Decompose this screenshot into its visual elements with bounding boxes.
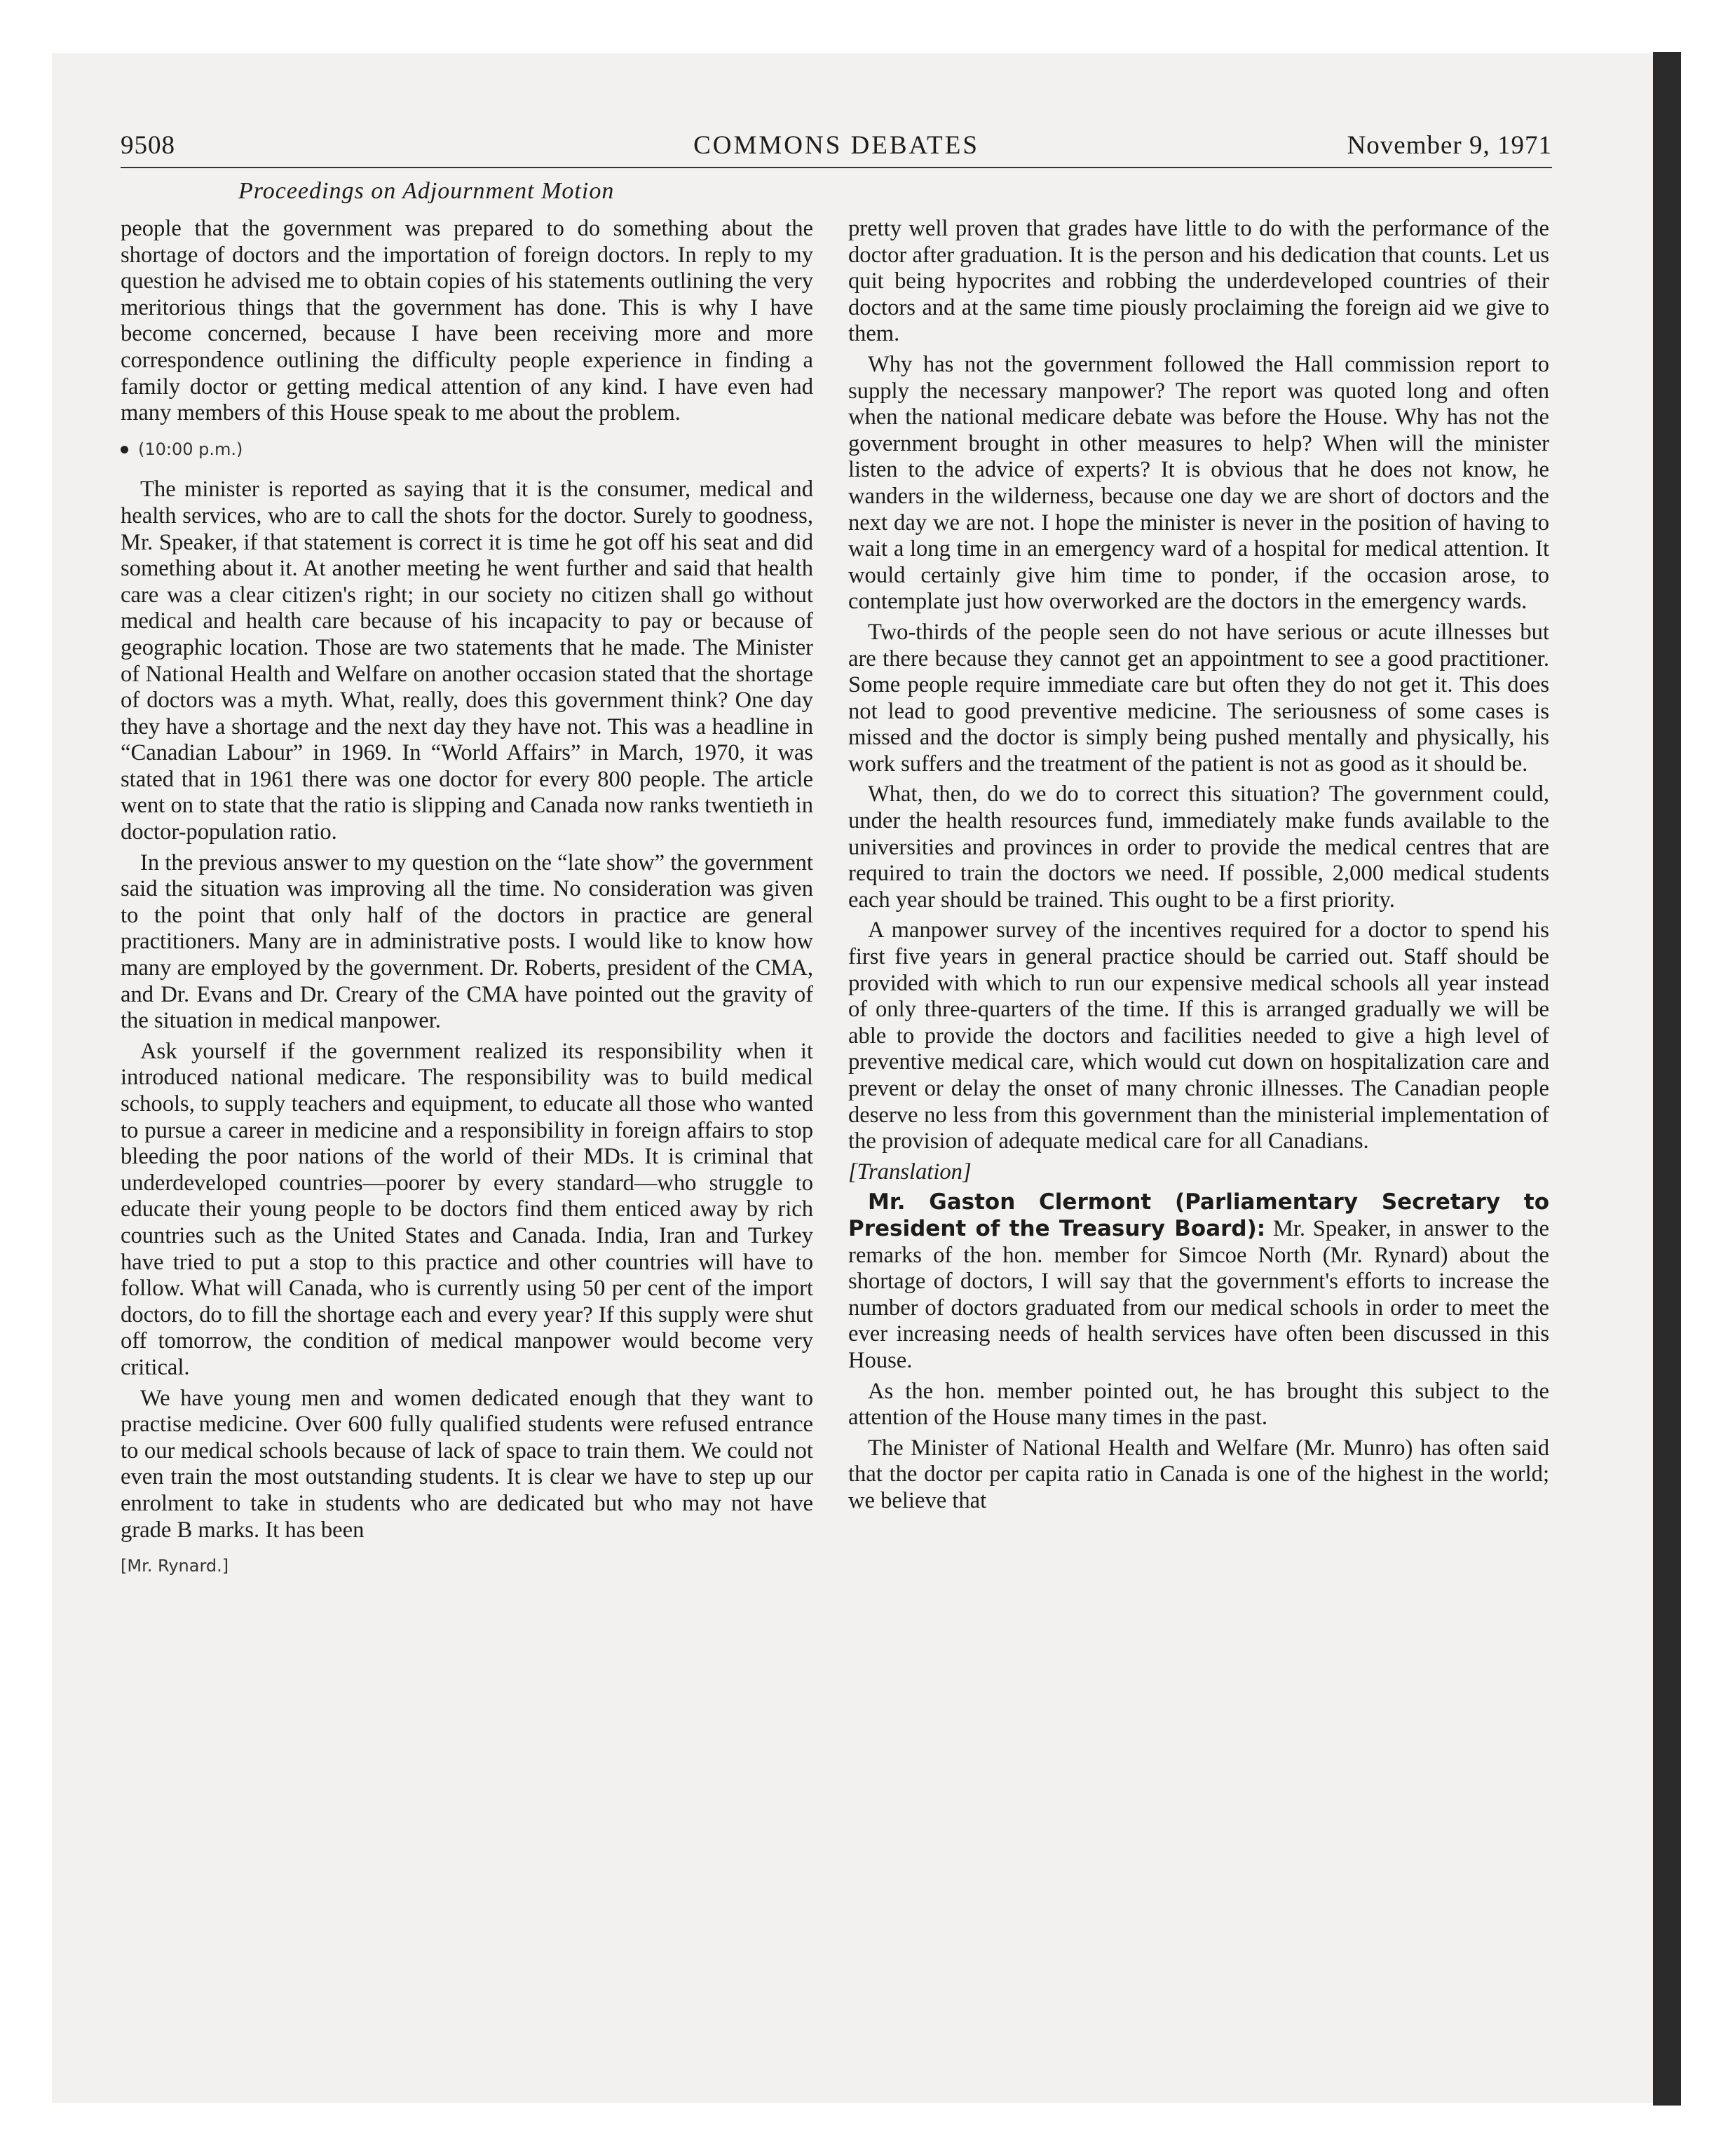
paragraph: pretty well proven that grades have little to do with the performance of the doctor after graduation. It is the person and his dedication that counts. Let us quit being hypocrites and robbing the underdeveloped countries of their doctors and at the same time piously proclaiming the foreign aid we give to them. [848,216,1549,347]
paragraph [848,1189,1549,1374]
speech-text: Mr. Speaker, in answer to the remarks of the hon. member for Simcoe North (Mr. Rynard) about the shortage of doctors, I will say that the government's efforts to increase the number of doctors graduated from our medical schools in order to meet the ever increasing needs of health services have often been discussed in this House. [848,1215,1549,1373]
paragraph: As the hon. member pointed out, he has brought this subject to the attention of the House many times in the past. [848,1378,1549,1431]
speaker-name: Mr. Gaston Clermont (Parliamentary Secretary to President of the Treasury Board): [848,1189,1549,1241]
right-column [848,216,1549,1515]
paragraph: A manpower survey of the incentives required for a doctor to spend his first five years in general practice should be carried out. Staff should be provided with which to run our expensive medical schools all year instead of only three-quarters of the time. If this is arranged gradually we will be able to provide the doctors and facilities needed to give a high level of preventive medical care, which would cut down on hospitalization care and prevent or delay the onset of many chronic illnesses. The Canadian people deserve no less from this government than the ministerial implementation of the provision of adequate medical care for all Canadians. [848,917,1549,1154]
scan-edge-shadow [1653,52,1681,2106]
left-column [121,216,813,1580]
paragraph: Ask yourself if the government realized its responsibility when it introduced national medicare. The responsibility was to build medical schools, to supply teachers and equipment, to educate all those who wanted to pursue a career in medicine and a responsibility in foreign affairs to stop bleeding the poor nations of the world of their MDs. It is criminal that underdeveloped countries—poorer by every standard—who struggle to educate their young people to be doctors find them enticed away by rich countries such as the United States and Canada. India, Iran and Turkey have tried to put a stop to this practice and other countries will have to follow. What will Canada, who is currently using 50 per cent of the import doctors, do to fill the shortage each and every year? If this supply were shut off tomorrow, the condition of medical manpower would become very critical. [121,1038,813,1380]
paragraph: The Minister of National Health and Welfare (Mr. Munro) has often said that the doctor per capita ratio in Canada is one of the highest in the world; we believe that [848,1435,1549,1513]
paragraph: The minister is reported as saying that it is the consumer, medical and health services, who are to call the shots for the doctor. Surely to goodness, Mr. Speaker, if that statement is correct it is time he got off his seat and did something about it. At another meeting he went further and said that health care was a clear citizen's right; in our society no citizen shall go without medical and health care because of his incapacity to pay or because of geographic location. Those are two statements that he made. The Minister of National Health and Welfare on another occasion stated that the shortage of doctors was a myth. What, really, does this government think? One day they have a shortage and the next day they have not. This was a headline in “Canadian Labour” in 1969. In “World Affairs” in March, 1970, it was stated that in 1961 there was one doctor for every 800 people. The article went on to state that the ratio is slipping and Canada now ranks twentieth in doctor-population ratio. [121,477,814,845]
paragraph: Two-thirds of the people seen do not have serious or acute illnesses but are there because they cannot get an appointment to see a good practitioner. Some people require immediate care but often they do not get it. This does not lead to good preventive medicine. The seriousness of some cases is missed and the doctor is simply being pushed mentally and physically, his work suffers and the treatment of the patient is not as good as it should be. [848,619,1549,777]
time-marker-text: (10:00 p.m.) [138,439,243,459]
time-marker [121,437,813,463]
paragraph: Why has not the government followed the Hall commission report to supply the necessary manpower? The report was quoted long and often when the national medicare debate was before the House. Why has not the government brought in other measures to help? When will the minister listen to the advice of experts? It is obvious that he does not know, he wanders in the wilderness, because one day we are short of doctors and the next day we are not. I hope the minister is never in the position of having to wait a long time in an emergency ward of a hospital for medical attention. It would certainly give him time to ponder, if the occasion arose, to contemplate just how overworked are the doctors in the emergency wards. [848,351,1549,615]
paragraph: We have young men and women dedicated enough that they want to practise medicine. Over 600 fully qualified students were refused entrance to our medical schools because of lack of space to train them. We could not even train the most outstanding students. It is clear we have to step up our enrolment to take in students who are dedicated but who may not have grade B marks. It has been [121,1385,813,1543]
bullet-icon [121,446,128,453]
section-subheading: Proceedings on Adjournment Motion [238,178,615,204]
header-rule [121,167,1552,168]
document-page [121,130,1552,1576]
translation-marker: [Translation] [848,1159,972,1185]
publication-date: November 9, 1971 [1347,131,1552,160]
paragraph: In the previous answer to my question on the “late show” the government said the situation was improving all the time. No consideration was given to the point that only half of the doctors in practice are general practitioners. Many are in administrative posts. I would like to know how many are employed by the government. Dr. Roberts, president of the CMA, and Dr. Evans and Dr. Creary of the CMA have pointed out the gravity of the situation in medical manpower. [121,850,813,1034]
publication-title: COMMONS DEBATES [693,131,979,160]
speaker-signature: [Mr. Rynard.] [121,1556,229,1576]
page-number: 9508 [121,131,175,160]
running-header [121,130,1552,165]
paragraph: people that the government was prepared to do something about the shortage of doctors and the importation of foreign doctors. In reply to my question he advised me to obtain copies of his statements outlining the very meritorious things that the government has done. This is why I have become concerned, because I have been receiving more and more correspondence outlining the difficulty people experience in finding a family doctor or getting medical attention of any kind. I have even had many members of this House speak to me about the problem. [121,216,813,426]
paragraph: What, then, do we do to correct this situation? The government could, under the health resources fund, immediately make funds available to the universities and provinces in order to provide the medical centres that are required to train the doctors we need. If possible, 2,000 medical students each year should be trained. This ought to be a first priority. [848,782,1549,913]
